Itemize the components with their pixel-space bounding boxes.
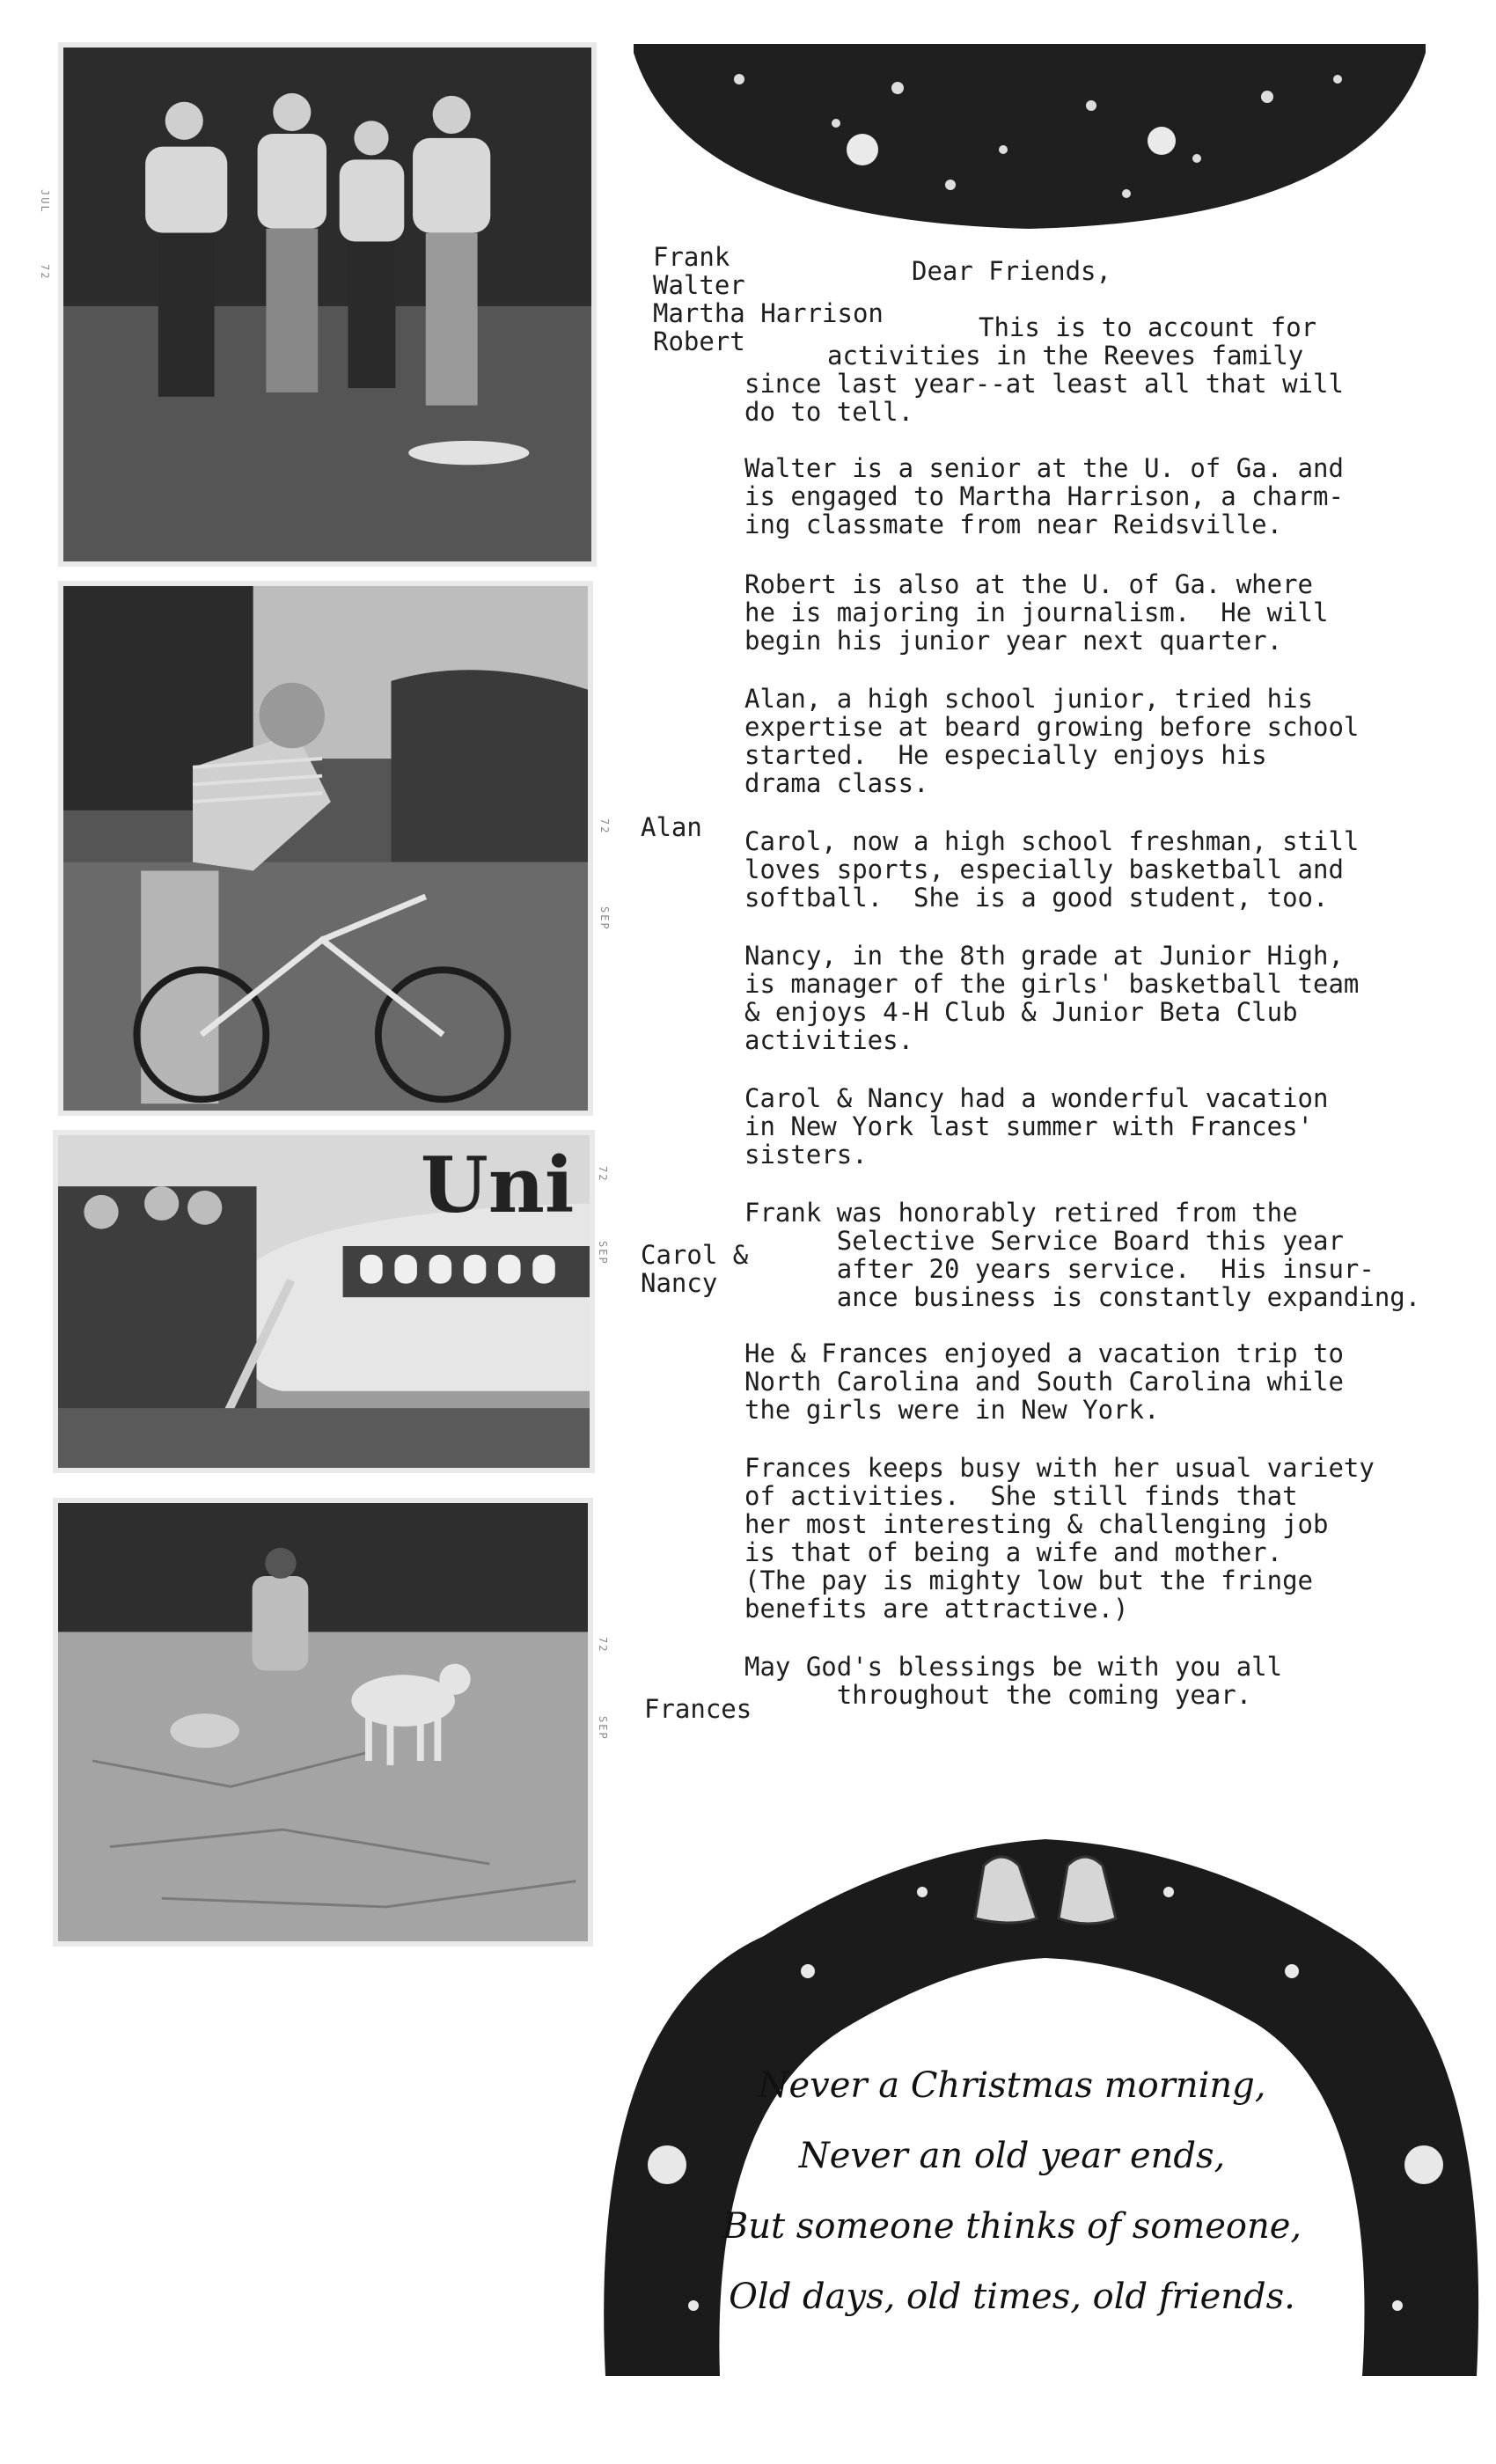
- paragraph-vacation: Carol & Nancy had a wonderful vacation in New York last summer with Frances' sisters.: [744, 1083, 1329, 1170]
- photo-edge-mark: SEP: [598, 906, 611, 931]
- paragraph-carol: Carol, now a high school freshman, still loves sports, especially basketball and softball. She is a good student, too.: [744, 826, 1360, 913]
- paragraph-robert: Robert is also at the U. of Ga. where he is majoring in journalism. He will begin his junior year next quarter.: [744, 569, 1329, 656]
- svg-text:Uni: Uni: [420, 1140, 575, 1231]
- paragraph-frances: Frances keeps busy with her usual variety of activities. She still finds that her most interesting & challenging job is that of being a wife and mother. (The pay is mighty low but the fringe benefits are attractive.): [744, 1453, 1375, 1624]
- side-name-alan: Alan: [641, 812, 702, 842]
- photo-edge-mark: 72: [597, 1637, 609, 1654]
- side-name-nancy: Nancy: [641, 1268, 718, 1298]
- letter-intro-line: activities in the Reeves family: [827, 341, 1304, 370]
- poem-line-3: But someone thinks of someone,: [722, 2206, 1302, 2247]
- side-name-walter: Walter: [653, 270, 745, 300]
- side-name-martha-harrison: Martha Harrison: [653, 298, 884, 328]
- photo-alan-bicycle: [58, 581, 593, 1116]
- paragraph-frank: Frank was honorably retired from the Selective Service Board this year after 20 years service. His insur- ance business is constantly expanding.: [744, 1198, 1421, 1312]
- photo-edge-mark: 72: [598, 818, 611, 835]
- paragraph-alan: Alan, a high school junior, tried his expertise at beard growing before school started. He especially enjoys his drama class.: [744, 684, 1360, 798]
- side-name-frances: Frances: [644, 1694, 752, 1724]
- photo-goat-yard: [53, 1498, 593, 1947]
- paragraph-nancy: Nancy, in the 8th grade at Junior High, is manager of the girls' basketball team & enjoys 4-H Club & Junior Beta Club activities.: [744, 941, 1360, 1055]
- poem-line-2: Never an old year ends,: [798, 2136, 1226, 2176]
- photo-edge-mark: 72: [39, 264, 51, 281]
- side-name-frank: Frank: [653, 242, 730, 272]
- side-name-robert: Robert: [653, 326, 745, 356]
- photo-edge-mark: SEP: [597, 1716, 609, 1741]
- letter-greeting: Dear Friends,: [912, 256, 1111, 286]
- photo-edge-mark: 72: [597, 1166, 609, 1183]
- photo-girls-airplane: [53, 1130, 595, 1473]
- paragraph-walter: Walter is a senior at the U. of Ga. and is engaged to Martha Harrison, a charm- ing classmate from near Reidsville.: [744, 453, 1344, 539]
- photo-family-group: [58, 42, 597, 567]
- photo-edge-mark: SEP: [597, 1241, 609, 1265]
- photo-edge-mark: JUL: [39, 189, 51, 214]
- side-name-carol: Carol &: [641, 1240, 749, 1270]
- letter-intro-line: do to tell.: [744, 397, 914, 427]
- paragraph-trip: He & Frances enjoyed a vacation trip to North Carolina and South Carolina while the girls were in New York.: [744, 1338, 1344, 1425]
- letter-intro-line: since last year--at least all that will: [744, 369, 1344, 399]
- holly-garland-illustration: [634, 44, 1426, 238]
- letter-intro-line: This is to account for: [979, 312, 1317, 342]
- poem-line-1: Never a Christmas morning,: [758, 2065, 1266, 2106]
- poem-line-4: Old days, old times, old friends.: [729, 2277, 1295, 2317]
- paragraph-blessing: May God's blessings be with you all throughout the coming year.: [744, 1652, 1283, 1710]
